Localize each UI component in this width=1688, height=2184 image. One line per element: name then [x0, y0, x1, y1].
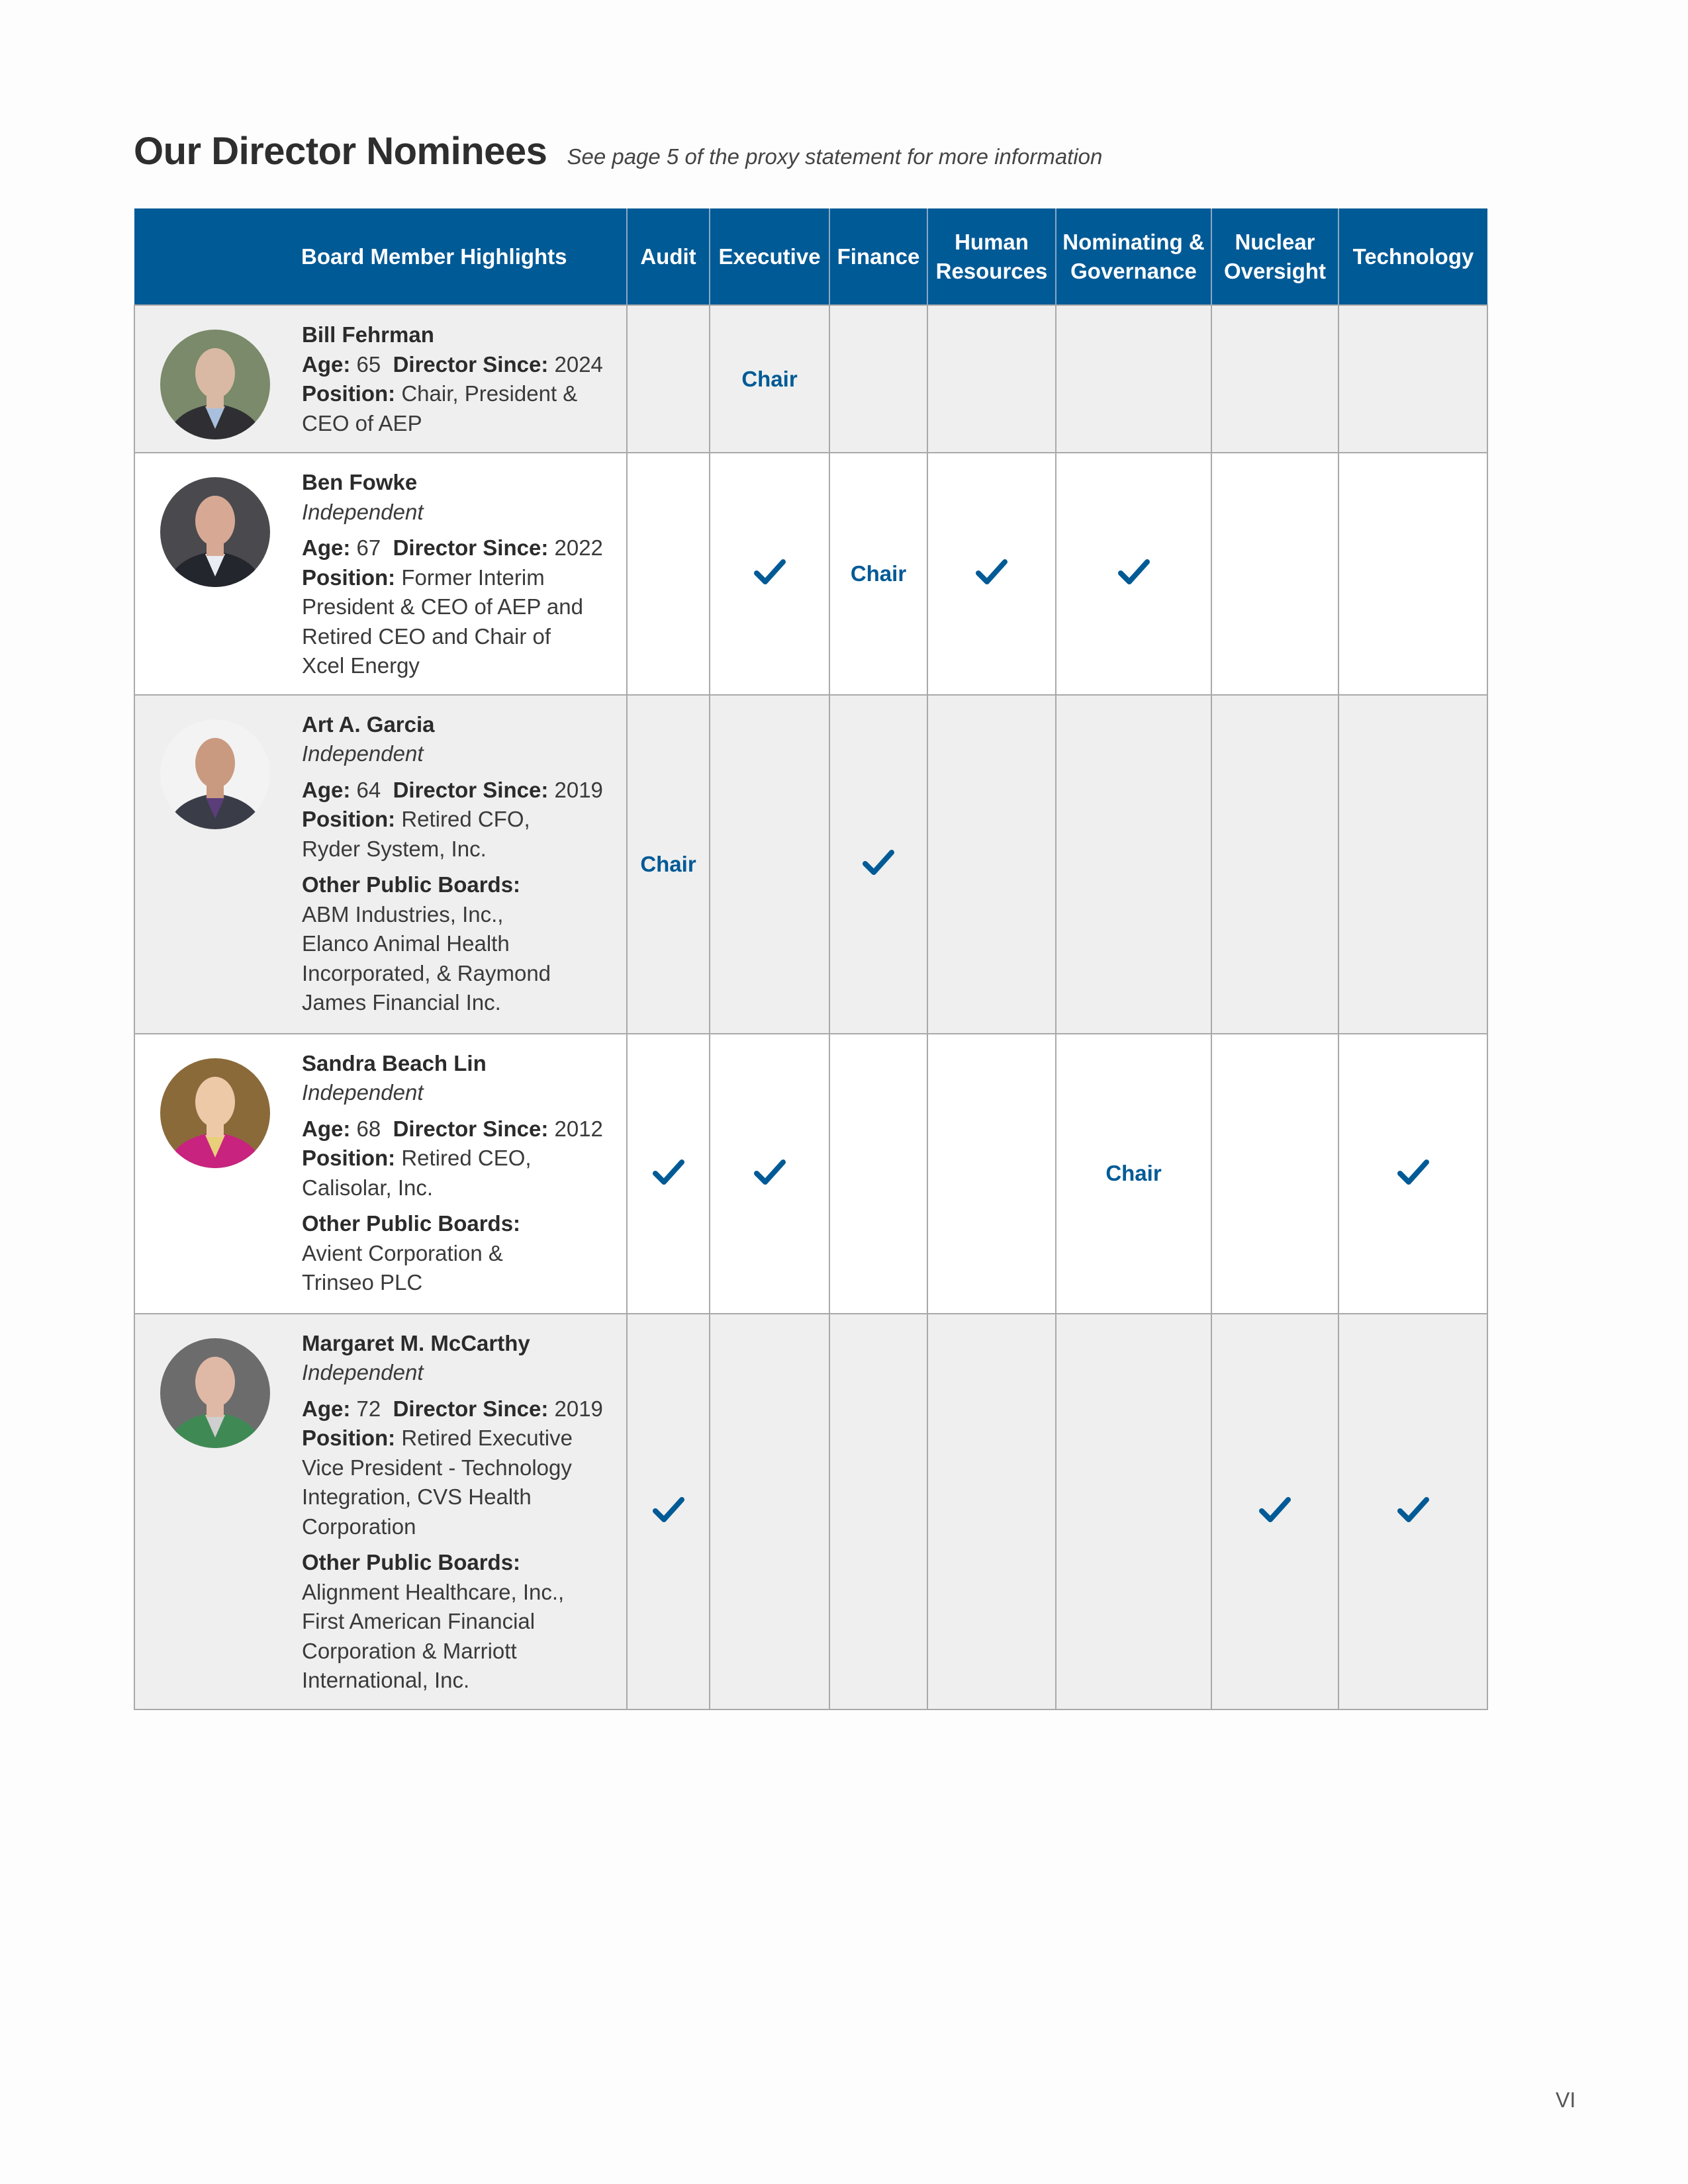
director-photo — [160, 1338, 270, 1448]
committee-cell-human-resources — [927, 1034, 1056, 1314]
col-header-human-resources: Human Resources — [927, 208, 1056, 305]
age-value: 68 — [356, 1116, 381, 1141]
age-since-line: Age: 65 Director Since: 2024 — [302, 351, 603, 377]
committee-cell-audit — [627, 695, 710, 1034]
checkmark-icon — [652, 1495, 685, 1524]
chair-label: Chair — [1105, 1161, 1162, 1185]
committee-cell-finance — [829, 453, 927, 695]
other-boards-value: ABM Industries, Inc., Elanco Animal Health Incorporated, & Raymond James Financial Inc. — [302, 901, 551, 1015]
director-photo — [160, 719, 270, 829]
position-line: Position: Retired CEO, Calisolar, Inc. — [302, 1146, 532, 1200]
director-nominees-table — [134, 208, 1488, 1710]
position-value: Chair, President & CEO of AEP — [302, 381, 578, 435]
col-header-executive: Executive — [710, 208, 829, 305]
director-since-value: 2019 — [554, 777, 603, 802]
checkmark-icon — [1397, 1495, 1430, 1524]
committee-cell-technology — [1338, 305, 1487, 453]
director-row — [134, 1314, 1487, 1709]
chair-label: Chair — [850, 561, 907, 586]
committee-cell-finance — [829, 1314, 927, 1709]
checkmark-icon — [753, 557, 786, 586]
committee-cell-executive — [710, 453, 829, 695]
director-info-cell — [134, 453, 627, 695]
committee-cell-finance — [829, 305, 927, 453]
committee-cell-technology — [1338, 1314, 1487, 1709]
independent-label: Independent — [302, 741, 424, 766]
director-name: Ben Fowke — [302, 470, 418, 494]
checkmark-icon — [862, 848, 895, 877]
independent-label: Independent — [302, 1360, 424, 1385]
committee-cell-executive — [710, 305, 829, 453]
director-name: Bill Fehrman — [302, 322, 434, 347]
checkmark-icon — [975, 557, 1008, 586]
committee-cell-finance — [829, 1034, 927, 1314]
committee-cell-nominating-governance — [1056, 1034, 1211, 1314]
committee-cell-technology — [1338, 1034, 1487, 1314]
position-line: Position: Retired CFO, Ryder System, Inc. — [302, 807, 530, 861]
checkmark-icon — [753, 1158, 786, 1187]
age-since-line: Age: 64 Director Since: 2019 — [302, 777, 603, 802]
director-info-cell — [134, 1034, 627, 1314]
checkmark-icon — [1397, 1158, 1430, 1187]
age-since-line: Age: 72 Director Since: 2019 — [302, 1396, 603, 1421]
director-row — [134, 453, 1487, 695]
position-line: Position: Chair, President & CEO of AEP — [302, 381, 578, 435]
position-value: Retired CEO, Calisolar, Inc. — [302, 1146, 532, 1200]
director-photo — [160, 330, 270, 439]
committee-cell-human-resources — [927, 305, 1056, 453]
committee-cell-nominating-governance — [1056, 695, 1211, 1034]
committee-cell-audit — [627, 305, 710, 453]
director-photo — [160, 477, 270, 587]
director-info-cell — [134, 1314, 627, 1709]
committee-cell-executive — [710, 1314, 829, 1709]
director-info-cell — [134, 305, 627, 453]
position-line: Position: Retired Executive Vice President - Technology Integration, CVS Health Corporation — [302, 1426, 573, 1539]
committee-cell-nominating-governance — [1056, 305, 1211, 453]
director-info-cell — [134, 695, 627, 1034]
other-boards: Other Public Boards: Alignment Healthcare, Inc., First American Financial Corporation & Marriott International, Inc. — [302, 1550, 565, 1692]
committee-cell-audit — [627, 453, 710, 695]
committee-cell-nuclear-oversight — [1211, 1034, 1338, 1314]
other-boards-value: Alignment Healthcare, Inc., First American Financial Corporation & Marriott International, Inc. — [302, 1579, 565, 1692]
committee-cell-nominating-governance — [1056, 453, 1211, 695]
checkmark-icon — [1258, 1495, 1291, 1524]
committee-cell-nuclear-oversight — [1211, 453, 1338, 695]
director-since-value: 2012 — [554, 1116, 603, 1141]
age-value: 65 — [356, 351, 381, 377]
committee-cell-human-resources — [927, 1314, 1056, 1709]
other-boards: Other Public Boards: ABM Industries, Inc., Elanco Animal Health Incorporated, & Raymond James Financial Inc. — [302, 872, 551, 1015]
committee-cell-audit — [627, 1314, 710, 1709]
committee-cell-executive — [710, 1034, 829, 1314]
page-header — [134, 129, 1102, 173]
col-header-nuclear-oversight: Nuclear Oversight — [1211, 208, 1338, 305]
committee-cell-finance — [829, 695, 927, 1034]
position-value: Retired CFO, Ryder System, Inc. — [302, 807, 530, 861]
col-header-highlights: Board Member Highlights — [134, 208, 627, 305]
committee-cell-nominating-governance — [1056, 1314, 1211, 1709]
position-value: Retired Executive Vice President - Technology Integration, CVS Health Corporation — [302, 1426, 573, 1539]
position-line: Position: Former Interim President & CEO of AEP and Retired CEO and Chair of Xcel Energy — [302, 565, 583, 678]
director-name: Art A. Garcia — [302, 711, 435, 737]
col-header-technology: Technology — [1338, 208, 1487, 305]
age-value: 72 — [356, 1396, 381, 1421]
committee-cell-nuclear-oversight — [1211, 695, 1338, 1034]
committee-cell-human-resources — [927, 695, 1056, 1034]
committee-cell-technology — [1338, 695, 1487, 1034]
committee-cell-audit — [627, 1034, 710, 1314]
independent-label: Independent — [302, 499, 424, 524]
chair-label: Chair — [640, 851, 696, 876]
page-subtitle: See page 5 of the proxy statement for more information — [567, 144, 1103, 169]
table-header-row — [134, 208, 1487, 305]
director-since-value: 2024 — [554, 351, 603, 377]
committee-cell-technology — [1338, 453, 1487, 695]
director-photo — [160, 1058, 270, 1168]
col-header-finance: Finance — [829, 208, 927, 305]
director-row — [134, 1034, 1487, 1314]
committee-cell-human-resources — [927, 453, 1056, 695]
age-value: 67 — [356, 535, 381, 560]
checkmark-icon — [652, 1158, 685, 1187]
checkmark-icon — [1117, 557, 1150, 586]
committee-cell-nuclear-oversight — [1211, 305, 1338, 453]
age-since-line: Age: 67 Director Since: 2022 — [302, 535, 603, 560]
director-row — [134, 305, 1487, 453]
other-boards-value: Avient Corporation & Trinseo PLC — [302, 1240, 503, 1295]
other-boards: Other Public Boards: Avient Corporation & Trinseo PLC — [302, 1211, 521, 1295]
independent-label: Independent — [302, 1080, 424, 1105]
director-since-value: 2022 — [554, 535, 603, 560]
committee-cell-executive — [710, 695, 829, 1034]
chair-label: Chair — [741, 366, 798, 391]
age-since-line: Age: 68 Director Since: 2012 — [302, 1116, 603, 1141]
age-value: 64 — [356, 777, 381, 802]
director-name: Sandra Beach Lin — [302, 1050, 487, 1075]
director-row — [134, 695, 1487, 1034]
page-number: VI — [1556, 2088, 1576, 2112]
col-header-nominating-governance: Nominating & Governance — [1056, 208, 1211, 305]
col-header-audit: Audit — [627, 208, 710, 305]
director-name: Margaret M. McCarthy — [302, 1330, 530, 1355]
director-since-value: 2019 — [554, 1396, 603, 1421]
committee-cell-nuclear-oversight — [1211, 1314, 1338, 1709]
page-title: Our Director Nominees — [134, 130, 547, 173]
position-value: Former Interim President & CEO of AEP and Retired CEO and Chair of Xcel Energy — [302, 565, 583, 678]
